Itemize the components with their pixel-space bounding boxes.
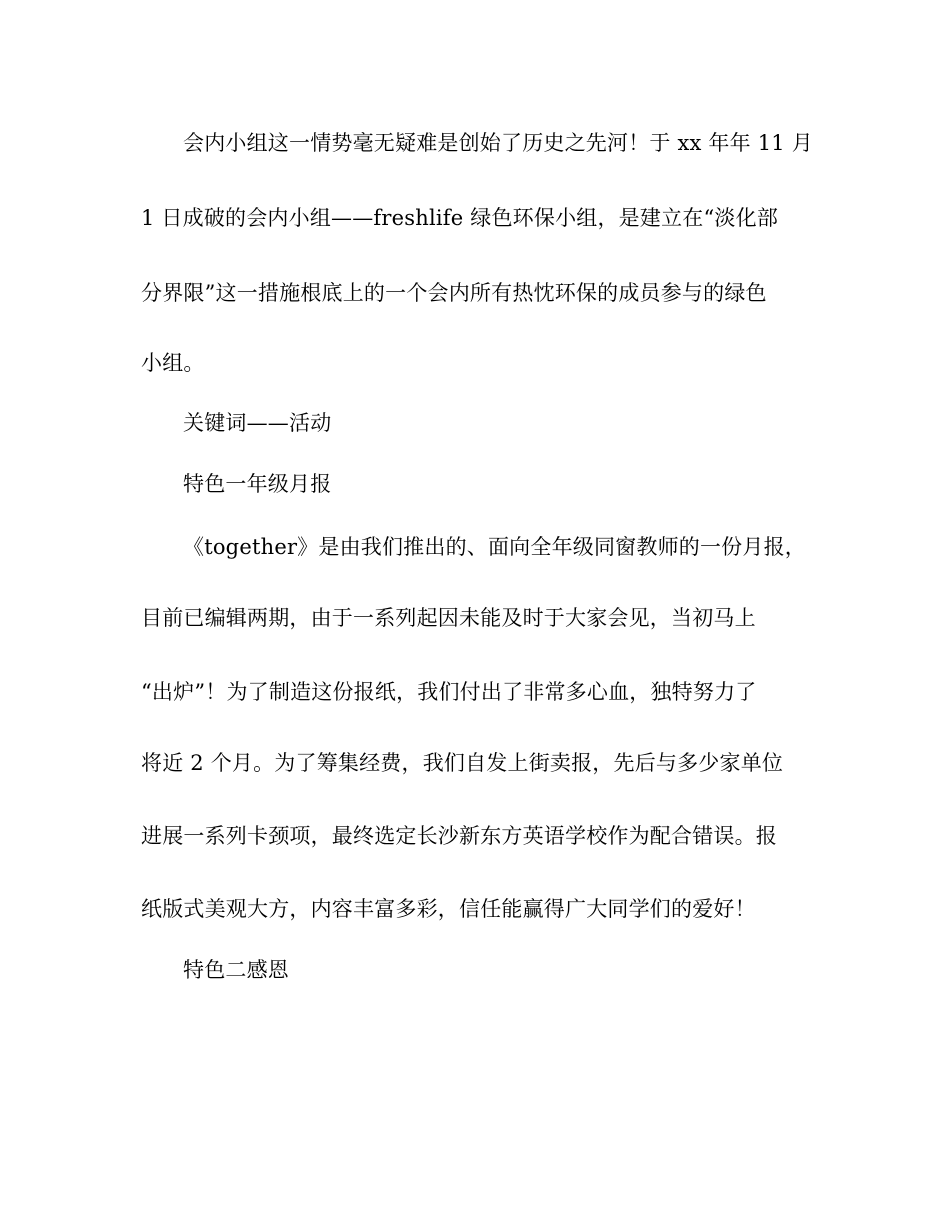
paragraph-2-line-4: 将近 2 个月。为了筹集经费，我们自发上街卖报，先后与多少家单位 [141, 751, 784, 775]
paragraph-2-line-1: 《together》是由我们推出的、面向全年级同窗教师的一份月报， [183, 535, 806, 559]
heading-keywords: 关键词——活动 [183, 411, 332, 435]
paragraph-2-line-5: 进展一系列卡颈项，最终选定长沙新东方英语学校作为配合错误。报 [141, 824, 777, 848]
paragraph-1-line-1: 会内小组这一情势毫无疑难是创始了历史之先河！于 xx 年年 11 月 [183, 131, 813, 155]
paragraph-1-line-4: 小组。 [141, 351, 205, 375]
paragraph-1-line-2: 1 日成破的会内小组——freshlife 绿色环保小组，是建立在“淡化部 [141, 206, 779, 230]
heading-feature-two: 特色二感恩 [183, 958, 289, 982]
paragraph-2-line-2: 目前已编辑两期，由于一系列起因未能及时于大家会见，当初马上 [141, 606, 756, 630]
heading-feature-one: 特色一年级月报 [183, 472, 332, 496]
paragraph-2-line-3: “出炉”！为了制造这份报纸，我们付出了非常多心血，独特努力了 [141, 680, 757, 704]
paragraph-2-line-6: 纸版式美观大方，内容丰富多彩，信任能赢得广大同学们的爱好！ [141, 897, 756, 921]
paragraph-1-line-3: 分界限”这一措施根底上的一个会内所有热忱环保的成员参与的绿色 [141, 281, 767, 305]
